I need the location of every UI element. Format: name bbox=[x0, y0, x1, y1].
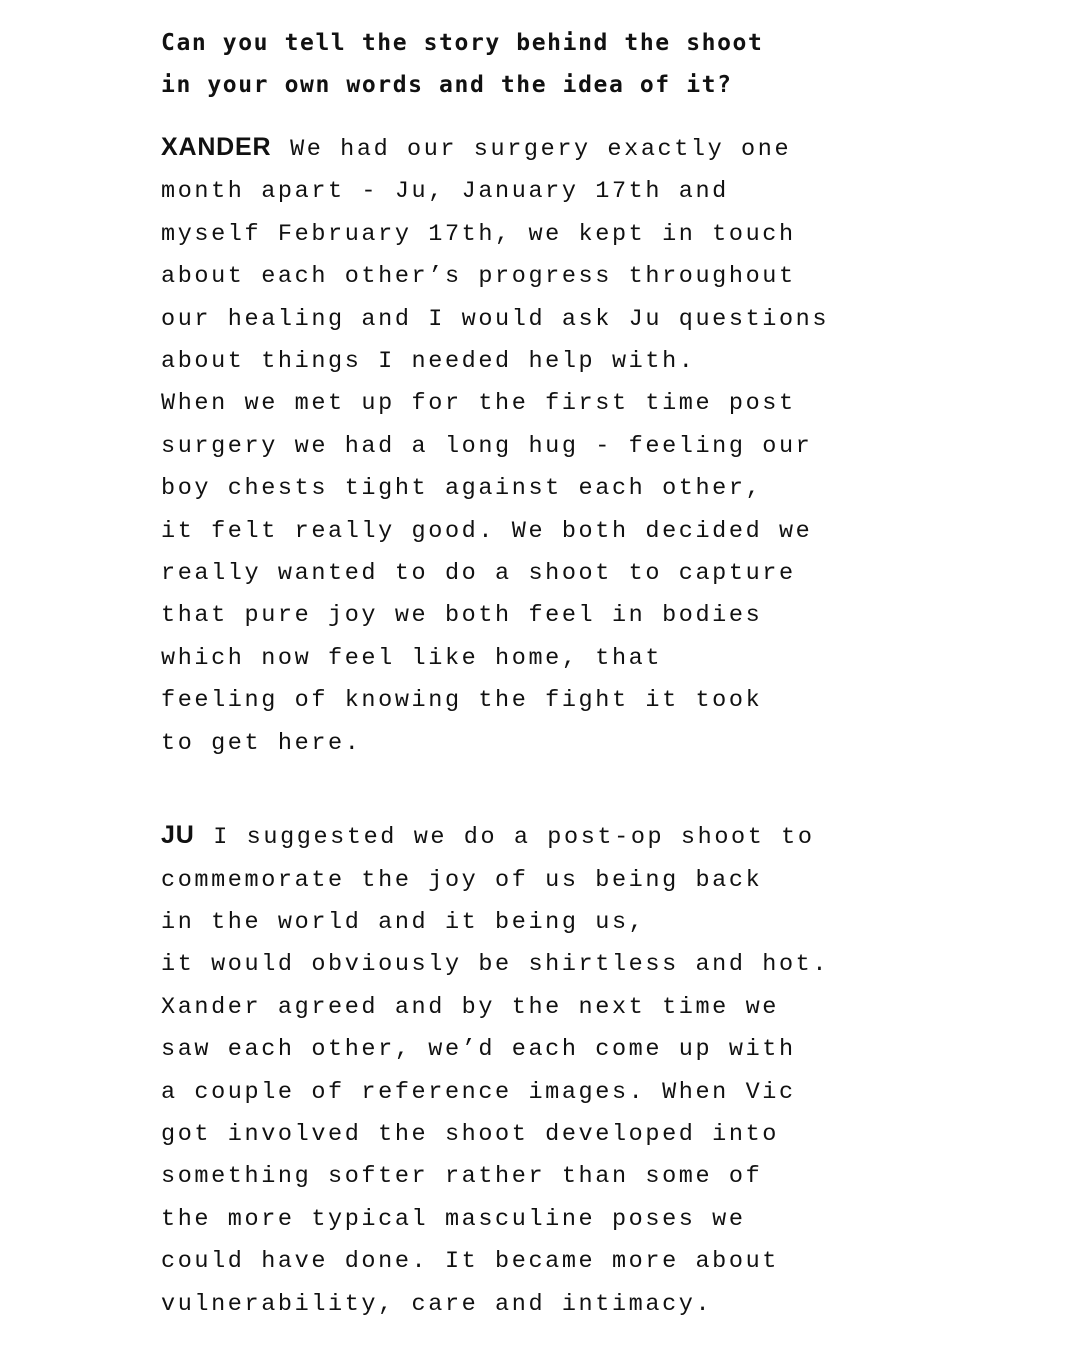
answer-line bbox=[161, 814, 1061, 859]
answer-line: it would obviously be shirtless and hot. bbox=[161, 951, 830, 979]
answer-line bbox=[161, 126, 1061, 171]
answer-line: a couple of reference images. When Vic bbox=[161, 1078, 796, 1106]
answer-line-text: I suggested we do a post-op shoot to bbox=[196, 824, 815, 852]
answer-line: something softer rather than some of bbox=[161, 1163, 763, 1191]
interview-question bbox=[161, 22, 1061, 106]
answer-line: month apart - Ju, January 17th and bbox=[161, 178, 729, 206]
answer-line: feeling of knowing the fight it took bbox=[161, 687, 763, 715]
answer-line: surgery we had a long hug - feeling our bbox=[161, 432, 813, 460]
answer-line: vulnerability, care and intimacy. bbox=[161, 1290, 713, 1318]
answer-ju bbox=[161, 814, 1061, 1326]
interview-page bbox=[161, 22, 1061, 1326]
answer-line: it felt really good. We both decided we bbox=[161, 517, 813, 545]
answer-line-text: We had our surgery exactly one bbox=[273, 136, 792, 163]
answer-line: commemorate the joy of us being back bbox=[161, 866, 763, 894]
answer-line: saw each other, we’d each come up with bbox=[161, 1036, 796, 1064]
answer-line: When we met up for the first time post bbox=[161, 390, 796, 418]
answer-line: our healing and I would ask Ju questions bbox=[161, 305, 830, 333]
question-line: in your own words and the idea of it? bbox=[161, 72, 733, 98]
answer-line: Xander agreed and by the next time we bbox=[161, 993, 779, 1021]
speaker-name-xander: XANDER bbox=[161, 133, 272, 161]
question-line: Can you tell the story behind the shoot bbox=[161, 30, 764, 56]
answer-line: to get here. bbox=[161, 729, 362, 757]
answer-line: which now feel like home, that bbox=[161, 644, 663, 672]
answer-line: that pure joy we both feel in bodies bbox=[161, 602, 763, 630]
answer-line: in the world and it being us, bbox=[161, 908, 646, 936]
speaker-name-ju: JU bbox=[161, 821, 195, 850]
answer-line: got involved the shoot developed into bbox=[161, 1120, 779, 1148]
answer-line: the more typical masculine poses we bbox=[161, 1205, 746, 1233]
answer-xander bbox=[161, 126, 1061, 765]
answer-line: myself February 17th, we kept in touch bbox=[161, 220, 796, 248]
answer-line: about each other’s progress throughout bbox=[161, 263, 796, 291]
answer-line: about things I needed help with. bbox=[161, 348, 696, 376]
answer-line: really wanted to do a shoot to capture bbox=[161, 560, 796, 588]
answer-line: boy chests tight against each other, bbox=[161, 475, 763, 503]
answer-line: could have done. It became more about bbox=[161, 1248, 779, 1276]
